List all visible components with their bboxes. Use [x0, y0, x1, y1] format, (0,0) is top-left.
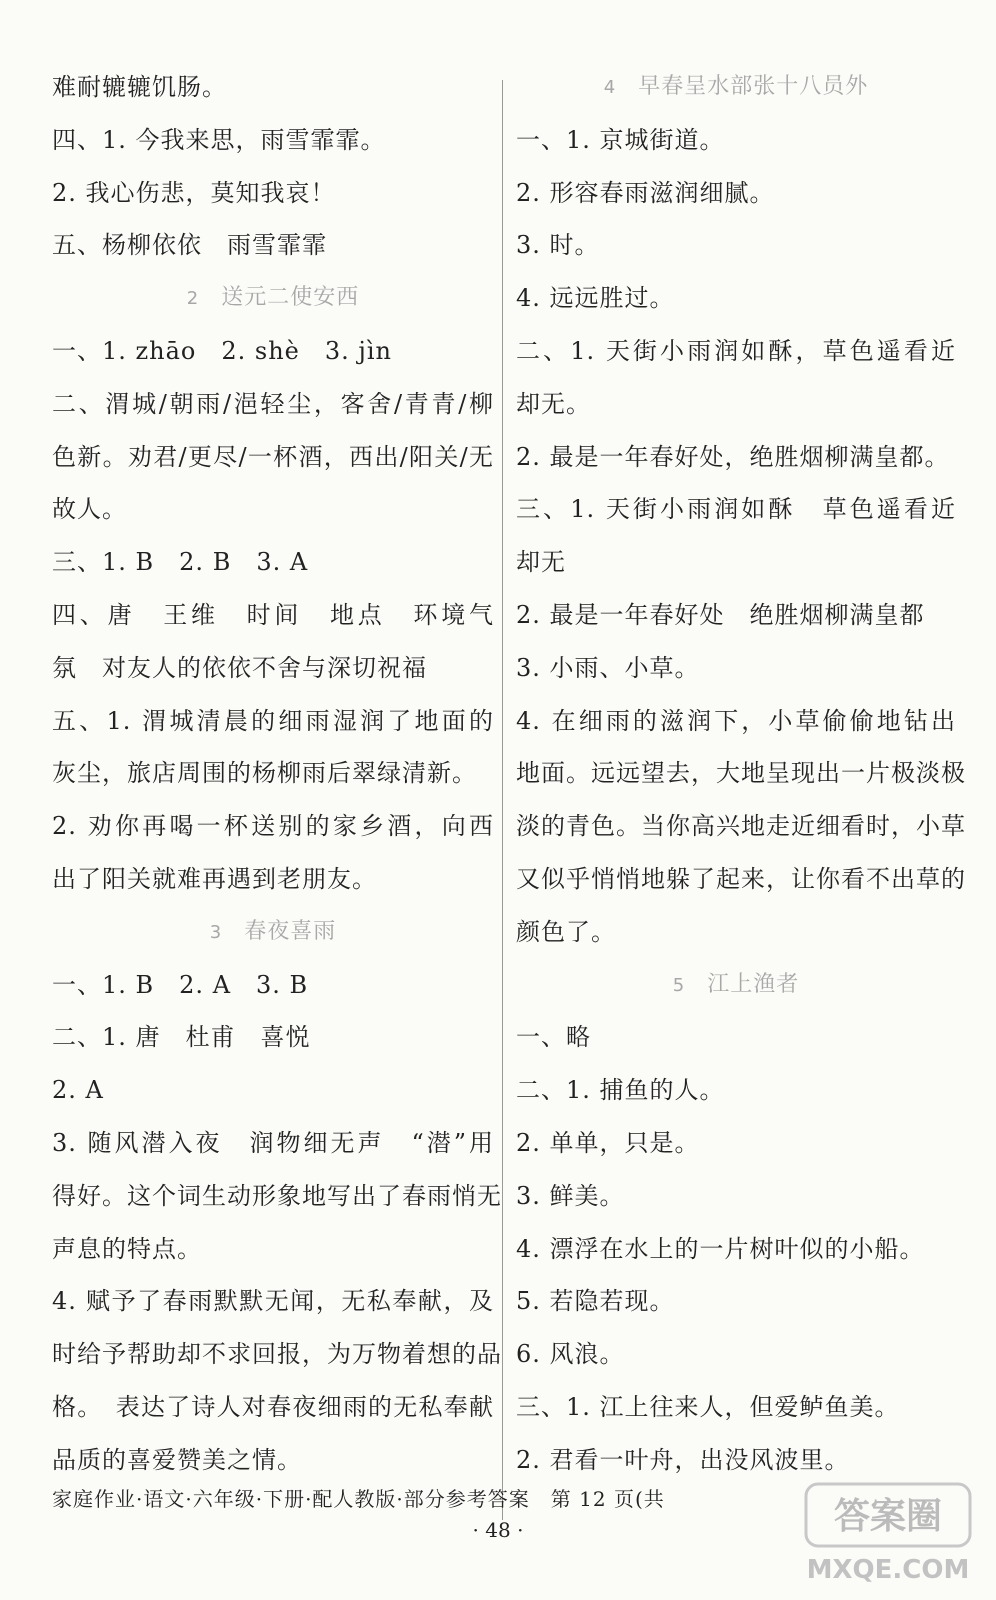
answer-line: 淡的青色。当你高兴地走近细看时，小草: [516, 812, 966, 841]
section-title: 送元二使安西: [221, 285, 360, 311]
section-title: 春夜喜雨: [244, 918, 337, 944]
answer-line: 却无。: [516, 389, 591, 418]
answer-line: 地面。远远望去，大地呈现出一片极淡极: [516, 759, 966, 788]
answer-line: 声息的特点。: [52, 1234, 202, 1263]
section-number: 2: [186, 288, 200, 310]
answer-line: 四、唐 王维 时间 地点 环境气: [52, 600, 494, 629]
answer-line: 一、1. zhāo 2. shè 3. jìn: [52, 336, 392, 365]
answer-line: 4. 赋予了春雨默默无闻，无私奉献，及: [52, 1287, 494, 1316]
answer-line: 一、1. B 2. A 3. B: [52, 970, 309, 999]
answer-line: 得好。这个词生动形象地写出了春雨悄无: [52, 1181, 502, 1210]
answer-line: 2. 最是一年春好处，绝胜烟柳满皇都。: [516, 442, 950, 471]
answer-line: 颜色了。: [516, 917, 616, 946]
answer-line: 一、略: [516, 1023, 591, 1052]
section-title: 江上渔者: [707, 971, 800, 997]
answer-line: 氛 对友人的依依不舍与深切祝福: [52, 653, 427, 682]
answer-line: 难耐辘辘饥肠。: [52, 73, 227, 101]
answer-line: 5. 若隐若现。: [516, 1287, 675, 1316]
answer-line: 3. 时。: [516, 231, 600, 260]
answer-line: 却无: [516, 548, 566, 577]
answer-line: 3. 随风潜入夜 润物细无声 “潜”用: [52, 1128, 494, 1157]
answer-line: 一、1. 京城街道。: [516, 125, 725, 154]
answer-line: 出了阳关就难再遇到老朋友。: [52, 864, 377, 893]
section-number: 5: [672, 974, 686, 996]
section-heading: [52, 281, 494, 315]
section-number: 4: [603, 77, 617, 98]
answer-line: 故人。: [52, 495, 127, 524]
answer-line: 格。 表达了诗人对春夜细雨的无私奉献: [52, 1392, 494, 1421]
answer-line: 4. 在细雨的滋润下，小草偷偷地钻出: [516, 706, 956, 735]
answer-line: 色新。劝君/更尽/一杯酒，西出/阳关/无: [52, 442, 494, 471]
answer-line: 2. 我心伤悲，莫知我哀！: [52, 178, 336, 207]
page-number: · 48 ·: [472, 1518, 524, 1542]
answer-line: 二、1. 天街小雨润如酥，草色遥看近: [516, 336, 956, 365]
section-heading: [516, 968, 956, 1002]
watermark-logo: [800, 1478, 976, 1588]
answer-line: 3. 鲜美。: [516, 1181, 625, 1210]
section-title: 早春呈水部张十八员外: [638, 74, 869, 99]
answer-line: 2. 劝你再喝一杯送别的家乡酒，向西: [52, 812, 494, 841]
answer-line: 二、1. 唐 杜甫 喜悦: [52, 1023, 311, 1052]
answer-line: 4. 漂浮在水上的一片树叶似的小船。: [516, 1234, 925, 1263]
answer-line: 灰尘，旅店周围的杨柳雨后翠绿清新。: [52, 759, 477, 788]
answer-line: 品质的喜爱赞美之情。: [52, 1445, 302, 1474]
answer-line: 二、渭城/朝雨/浥轻尘，客舍/青青/柳: [52, 389, 494, 418]
left-column: [52, 70, 502, 1496]
answer-line: 3. 小雨、小草。: [516, 653, 700, 682]
watermark-url: MXQE.COM: [806, 1555, 970, 1585]
answer-line: 6. 风浪。: [516, 1340, 625, 1369]
answer-line: 三、1. 江上往来人，但爱鲈鱼美。: [516, 1392, 900, 1421]
section-number: 3: [209, 921, 223, 943]
right-column: [516, 70, 966, 1496]
answer-line: 四、1. 今我来思，雨雪霏霏。: [52, 125, 386, 154]
answer-line: 2. 形容春雨滋润细腻。: [516, 178, 775, 207]
answer-line: 又似乎悄悄地躲了起来，让你看不出草的: [516, 864, 966, 893]
answer-line: 三、1. B 2. B 3. A: [52, 548, 309, 577]
section-heading: [52, 915, 494, 949]
answer-line: 五、1. 渭城清晨的细雨湿润了地面的: [52, 706, 494, 735]
answer-line: 2. 单单，只是。: [516, 1128, 700, 1157]
answer-line: 2. 君看一叶舟，出没风波里。: [516, 1445, 850, 1474]
answer-line: 二、1. 捕鱼的人。: [516, 1076, 725, 1105]
answer-line: 时给予帮助却不求回报，为万物着想的品: [52, 1340, 502, 1369]
column-divider: [502, 80, 503, 1520]
answer-line: 三、1. 天街小雨润如酥 草色遥看近: [516, 495, 956, 524]
answer-line: 2. 最是一年春好处 绝胜烟柳满皇都: [516, 600, 925, 629]
answer-line: 五、杨柳依依 雨雪霏霏: [52, 231, 327, 260]
answer-line: 4. 远远胜过。: [516, 284, 675, 313]
page-footer: 家庭作业·语文·六年级·下册·配人教版·部分参考答案 第 12 页(共: [52, 1487, 665, 1511]
answer-line: 2. A: [52, 1076, 104, 1105]
watermark-text: 答案圈: [833, 1496, 943, 1537]
section-heading: [516, 70, 956, 104]
